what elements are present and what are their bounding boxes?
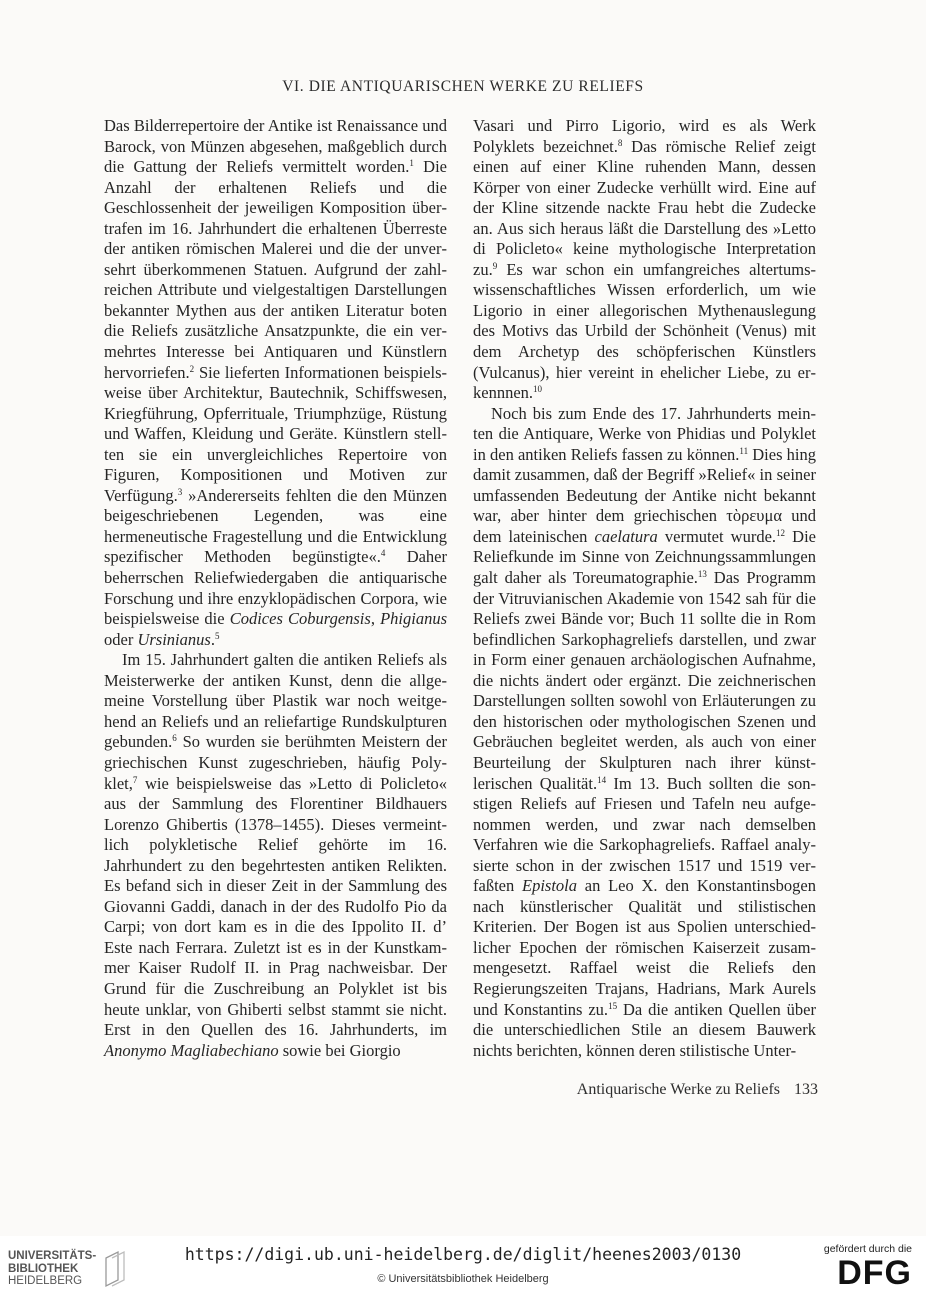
footnote-ref[interactable]: 5	[214, 630, 220, 641]
paragraph	[104, 650, 447, 1061]
paragraph	[104, 116, 447, 650]
funder-block	[824, 1243, 912, 1291]
footnote-ref[interactable]: 13	[697, 569, 707, 580]
funding-note: gefördert durch die	[823, 1243, 912, 1255]
text-run: wie beispielsweise das »Letto di Policleto« aus der Sammlung des Florentiner Bildhauers Lorenzo Ghibertis (1378–1455). Dieses vermeintlich polykletische Relief gehörte im 16. Jahrhundert zu den begehrtesten antiken Relikten. Es befand sich in dieser Zeit in der Sammlung des Giovanni Gaddi, danach in der des Rudolfo Pio da Carpi; von dort kam es in die des Ippolito II. d’ Este nach Ferrara. Zuletzt ist es in der Kunstkammer Kaiser Rudolf II. in Prag nachweisbar. Der Grund für die Zuschreibung an Polyklet ist bis heute unklar, von Ghiberti selbst stammt sie nicht. Erst in den Quellen des 16. Jahrhunderts, im	[104, 773, 447, 1040]
text-run: Im 15. Jahrhundert galten die antiken Reliefs als Meisterwerke der antiken Kunst, denn die allgemeine Vorstellung über Plastik war noch weitgehend an Reliefs und an reliefartige Rundskulpturen gebunden.	[104, 650, 447, 752]
text-run: Im 13. Buch sollten die sonstigen Reliefs auf Friesen und Tafeln neu aufgenommen werden, und zwar nach demselben Verfahren wie die Sarkophagreliefs. Raffael analysierte schon in der zwischen 1517 und 1519 verfaßten	[473, 773, 816, 896]
footnote-ref[interactable]: 6	[172, 733, 177, 744]
footnote-ref[interactable]: 7	[132, 774, 138, 785]
text-run: ,	[370, 609, 381, 629]
running-head: VI. DIE ANTIQUARISCHEN WERKE ZU RELIEFS	[282, 78, 644, 95]
footnote-ref[interactable]: 3	[177, 486, 183, 497]
text-run: Daher beherrschen Reliefwiedergaben die antiquarische Forschung und ihre enzyklopädischen Corpora, wie beispielsweise die	[104, 547, 447, 629]
text-run: Die Anzahl der erhaltenen Reliefs und die Geschlossenheit der jeweiligen Komposition übertrafen im 16. Jahrhundert die erhaltenen Überreste der antiken römischen Malerei und die der unversehrt überkommenen Statuen. Aufgrund der zahlreichen Attribute und vielgestaltigen Darstellungen bekannter Mythen aus der antiken Literatur boten die Reliefs zusätzliche Ansatzpunkte, die ein vermehrtes Interesse bei Antiquaren und Künstlern hervorriefen.	[104, 157, 447, 382]
text-run: Da die antiken Quellen über die unterschiedlichen Stile an diesem Bauwerk nichts berichten, können deren stilistische Unter-	[473, 999, 816, 1060]
paragraph	[473, 116, 816, 404]
permalink-url[interactable]: https://digi.ub.uni-heidelberg.de/diglit/heenes2003/0130	[184, 1245, 742, 1264]
library-logo-line: UNIVERSITÄTS-	[8, 1250, 97, 1263]
footnote-ref[interactable]: 14	[597, 774, 607, 785]
footnote-ref[interactable]: 12	[776, 527, 786, 538]
library-logo-line: HEIDELBERG	[8, 1275, 83, 1288]
footnote-ref[interactable]: 15	[608, 1000, 618, 1011]
italic-title: Epistola	[521, 876, 577, 896]
text-run: Sie lieferten Informationen beispielsweise über Architektur, Bautechnik, Schiffswesen, Kriegführung, Opferrituale, Triumphzüge, Rüstung und Waffen, Kleidung und Geräte. Künstlern stellten sie ein unvergleichliches Repertoire von Figuren, Kompositionen und Motiven zur Verfügung.	[104, 362, 447, 505]
text-run: vermutet wurde.	[657, 526, 777, 546]
text-column-left	[104, 116, 447, 1061]
footnote-ref[interactable]: 9	[492, 260, 498, 271]
text-run: Vasari und Pirro Ligorio, wird es als Werk Polyklets bezeichnet.	[473, 116, 816, 156]
paragraph	[473, 404, 816, 1062]
text-column-right	[473, 116, 816, 1061]
text-run: .	[210, 629, 215, 649]
text-run: Noch bis zum Ende des 17. Jahrhunderts meinten die Antiquare, Werke von Phidias und Polyklet in den antiken Reliefs fassen zu können.	[473, 403, 816, 464]
text-run: So wurden sie berühmten Meistern der griechischen Kunst zugeschrieben, häufig Polyklet,	[104, 732, 447, 793]
footnote-ref[interactable]: 8	[617, 137, 623, 148]
footnote-ref[interactable]: 1	[409, 158, 414, 169]
text-run: an Leo X. den Konstantinsbogen nach künstlerischer Qualität und stilistischen Kriterien. Der Bogen ist aus Spolien unterschiedlicher Epochen der römischen Kaiserzeit zusammengesetzt. Raffael weist die Reliefs den Regierungszeiten Trajans, Hadrians, Mark Aurels und Konstantins zu.	[473, 876, 816, 1019]
italic-title: Phigianus	[380, 609, 447, 629]
italic-title: Ursinianus	[137, 629, 211, 649]
footer-running-title: Antiquarische Werke zu Reliefs	[576, 1081, 780, 1098]
footnote-ref[interactable]: 11	[739, 445, 749, 456]
text-run: oder	[104, 629, 138, 649]
text-run: sowie bei Giorgio	[278, 1040, 401, 1060]
footnote-ref[interactable]: 2	[189, 363, 195, 374]
italic-title: Anonymo Magliabechiano	[104, 1040, 279, 1060]
italic-title: Codices Coburgensis	[229, 609, 371, 629]
text-run: Das römische Relief zeigt einen auf einer Kline ruhenden Mann, dessen Körper von einer Zudecke verhüllt wird. Eine auf der Kline sitzende nackte Frau hebt die Zudecke an. Aus sich heraus läßt die Darstellung des »Letto di Policleto« keine mythologische Interpretation zu.	[473, 136, 816, 279]
page-footer	[577, 1081, 818, 1099]
text-run: Das Programm der Vitruvianischen Akademie von 1542 sah für die Reliefs zwei Bände vor; Buch 11 sollte die in Rom befindlichen Sarkophagreliefs darstellen, und zwar in Form einer genauen archäologischen Aufnahme, die nichts ändert oder ergänzt. Die zeichnerischen Darstellungen sollten sowohl von Erläuterungen zu den historischen oder mythologischen Szenen und Gebräuchen begleitet werden, als auch von einer Beurteilung der Skulpturen nach ihrer künstlerischen Qualität.	[473, 568, 816, 793]
page-number: 133	[794, 1081, 818, 1098]
copyright-notice: © Universitätsbibliothek Heidelberg	[377, 1273, 549, 1285]
text-run: Dies hing damit zusammen, daß der Begriff »Relief« in seiner umfassenden Bedeutung der Antike nicht bekannt war, aber hinter dem griechischen τὸρευμα und dem lateinischen	[473, 444, 816, 546]
text-run: Das Bilderrepertoire der Antike ist Renaissance und Barock, von Münzen abgesehen, maßgeblich durch die Gattung der Reliefs vermittelt worden.	[104, 116, 447, 177]
text-run: »Andererseits fehlten die den Münzen beigeschriebenen Legenden, was eine hermeneutische Fragestellung und die Entwicklung spezifischer Methoden begünstigte«.	[104, 485, 447, 567]
library-logo-line: BIBLIOTHEK	[8, 1262, 79, 1275]
footnote-ref[interactable]: 4	[380, 548, 386, 559]
dfg-logo[interactable]: DFG	[837, 1254, 912, 1292]
italic-term: caelatura	[594, 526, 658, 546]
footnote-ref[interactable]: 10	[533, 384, 543, 395]
text-run: Die Reliefkunde im Sinne von Zeichnungssammlungen galt daher als Toreumatographie.	[473, 526, 816, 588]
text-run: Es war schon ein umfangreiches altertumswissenschaftliches Wissen erforderlich, um wie Ligorio in einer allegorischen Mythenauslegung des Motivs das Urbild der Schönheit (Venus) mit dem Archetyp des schöpferischen Künstlers (Vulcanus), hier vereint in ehelicher Liebe, zu erkennnen.	[473, 259, 816, 403]
